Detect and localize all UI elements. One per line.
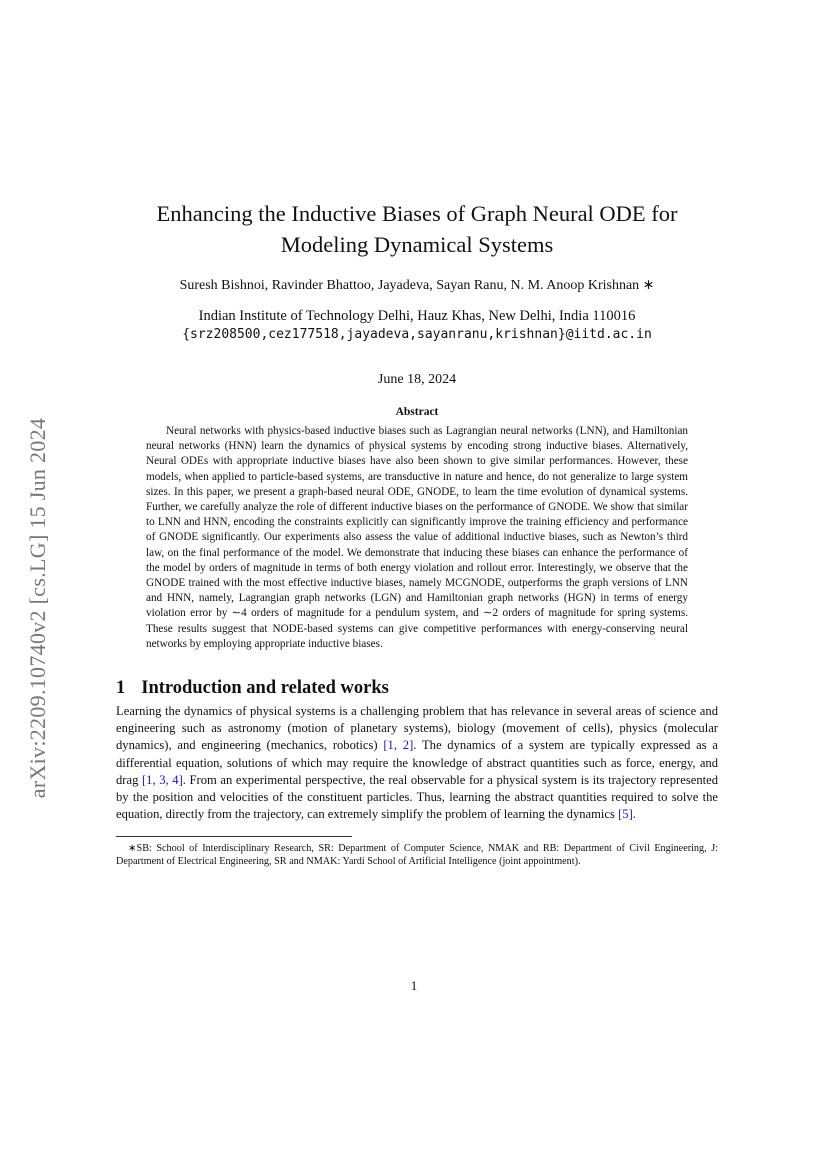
- page-number: 1: [410, 978, 418, 993]
- citation-link[interactable]: [1, 2]: [383, 738, 414, 753]
- intro-text-part-2: . The dynamics of a system are typically expressed as a differential equation, solutions of which may require the knowledge of abstract quantities such as force, energy, and drag: [116, 738, 718, 787]
- section-number: 1: [116, 678, 126, 699]
- paper-title: Enhancing the Inductive Biases of Graph Neural ODE for Modeling Dynamical Systems: [156, 201, 678, 257]
- abstract-text: Neural networks with physics-based inductive biases such as Lagrangian neural networks (LNN), and Hamiltonian neural networks (HNN) learn the dynamics of physical systems by encoding strong inductive biases. Alternatively, Neural ODEs with appropriate inductive biases have also been shown to give similar performances. However, these models, when applied to particle-based systems, are transductive in nature and hence, do not generalize to large system sizes. In this paper, we present a graph-based neural ODE, GNODE, to learn the time evolution of dynamical systems. Further, we carefully analyze the role of different inductive biases on the performance of GNODE. We show that similar to LNN and HNN, encoding the constraints explicitly can significantly improve the training efficiency and performance of GNODE significantly. Our experiments also assess the value of additional inductive biases, such as Newton’s third law, on the final performance of the model. We demonstrate that inducing these biases can enhance the performance of the model by orders of magnitude in terms of both energy violation and rollout error. Interestingly, we observe that the GNODE trained with the most effective inductive biases, namely MCGNODE, outperforms the graph versions of LNN and HNN, namely, Lagrangian graph networks (LGN) and Hamiltonian graph networks (HGN) in terms of energy violation error by ∼4 orders of magnitude for a pendulum system, and ∼2 orders of magnitude for spring systems. These results suggest that NODE-based systems can give competitive performances with energy-conserving neural networks by employing appropriate inductive biases.: [146, 425, 688, 650]
- affiliation: Indian Institute of Technology Delhi, Hauz Khas, New Delhi, India 110016: [198, 308, 636, 324]
- intro-text-part-4: .: [632, 807, 636, 822]
- author-list: Suresh Bishnoi, Ravinder Bhattoo, Jayadeva, Sayan Ranu, N. M. Anoop Krishnan ∗: [179, 278, 655, 293]
- intro-text-part-3: . From an experimental perspective, the real observable for a physical system is its trajectory represented by the position and velocities of the constituent particles. Thus, learning the abstract quantities required to solve the equation, directly from the trajectory, can extremely simplify the problem of learning the dynamics: [116, 772, 719, 822]
- arxiv-identifier-stamp: [18, 368, 58, 848]
- paper-date: June 18, 2024: [377, 372, 457, 387]
- abstract-heading: Abstract: [395, 406, 439, 418]
- intro-text-part-1: Learning the dynamics of physical systems is a challenging problem that has relevance in several areas of science and engineering such as astronomy (motion of planetary systems), biology (movement of cells), physics (molecular dynamics), and engineering (mechanics, robotics): [116, 704, 718, 753]
- section-heading: [116, 678, 718, 699]
- footnote-divider: [116, 836, 352, 837]
- citation-link[interactable]: [1, 3, 4]: [141, 772, 183, 787]
- footnote-text: ∗SB: School of Interdisciplinary Research, SR: Department of Computer Science, NMAK and RB: Department of Civil Engineering, J: Department of Electrical Engineering, SR and NMAK: Yardi School of Artificial Intelligence (joint appointment).: [116, 843, 718, 868]
- paper-page: [116, 198, 718, 878]
- arxiv-identifier-text: arXiv:2209.10740v2 [cs.LG] 15 Jun 2024: [25, 417, 51, 799]
- intro-paragraph: [116, 703, 718, 823]
- author-emails: {srz208500,cez177518,jayadeva,sayanranu,krishnan}@iitd.ac.in: [182, 327, 652, 342]
- section-title: Introduction and related works: [141, 678, 389, 699]
- citation-link[interactable]: [5]: [618, 807, 633, 822]
